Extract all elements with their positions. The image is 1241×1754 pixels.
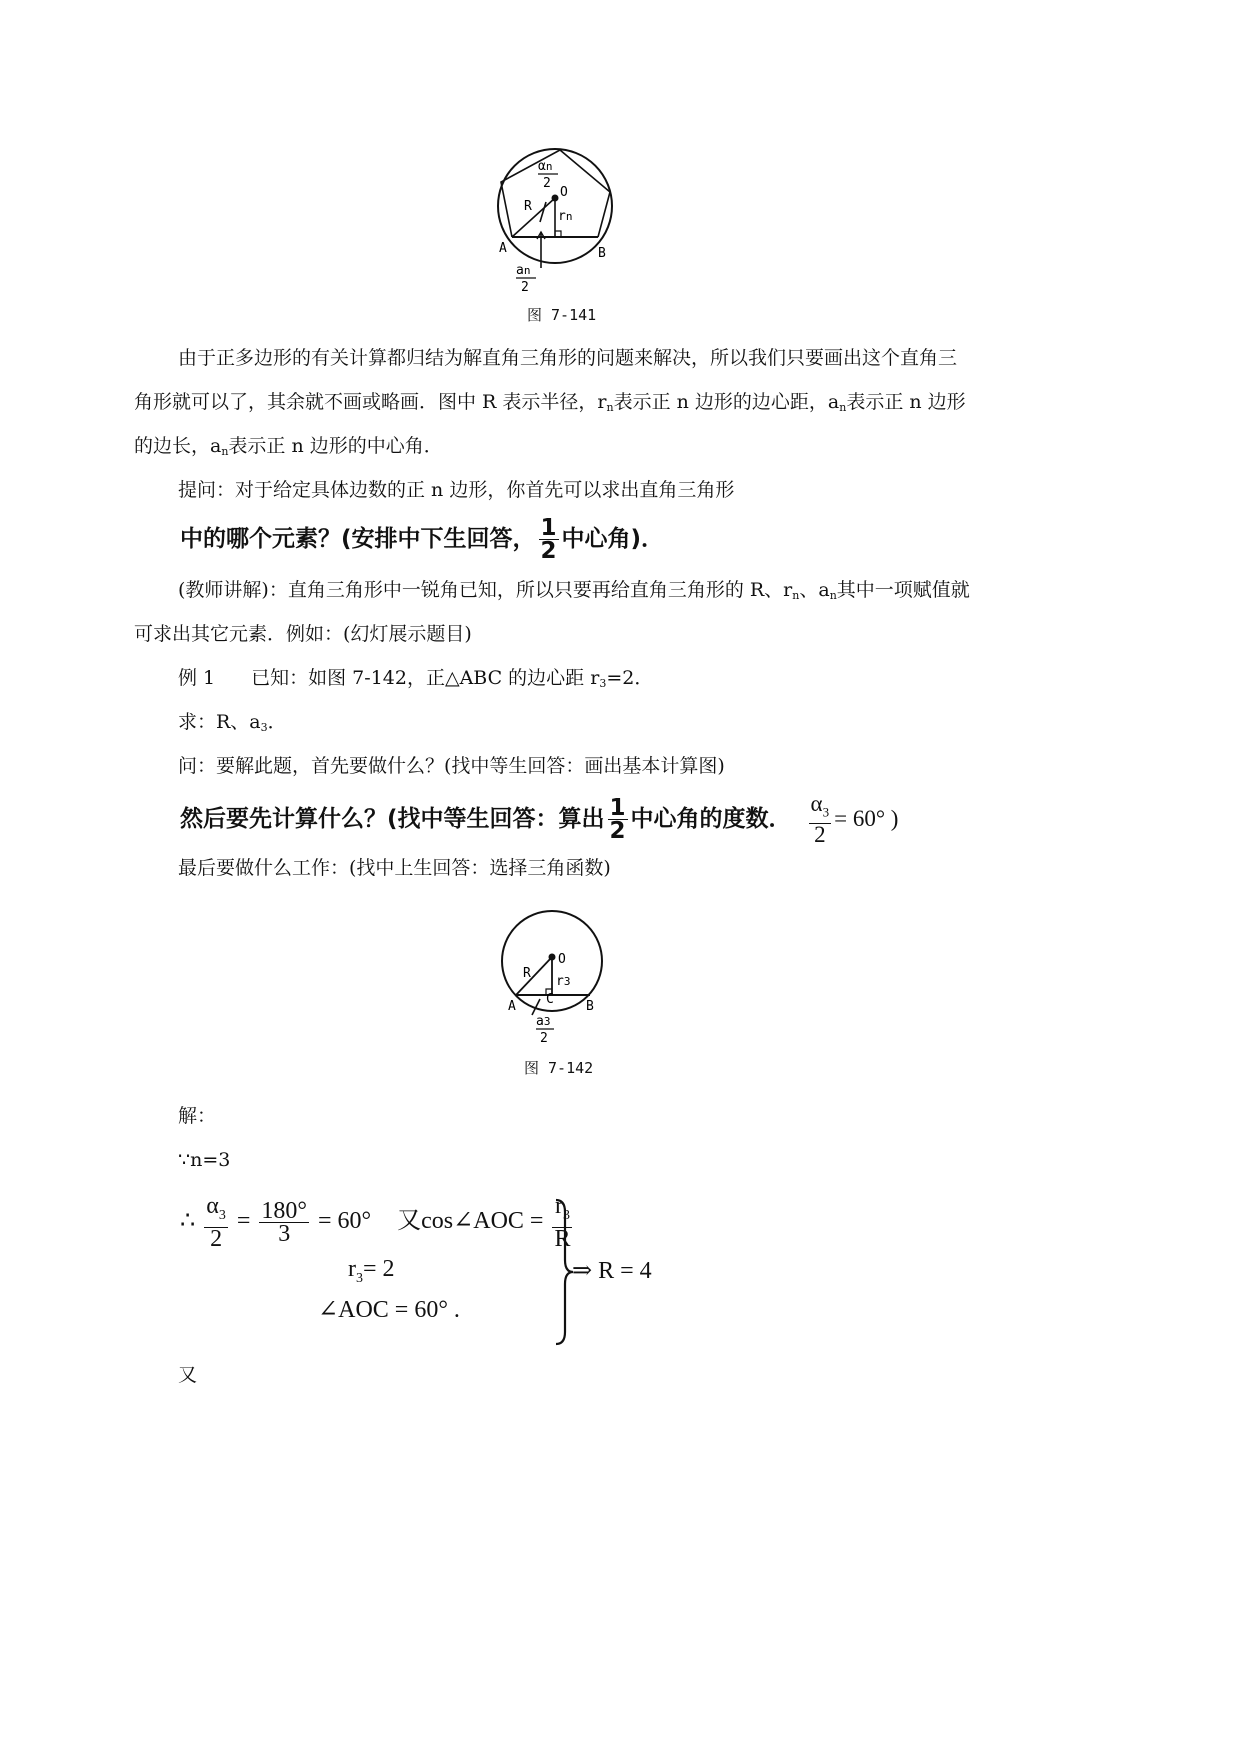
an-denominator: 2 (521, 280, 529, 295)
an-label: an (516, 263, 531, 278)
question-2: 问：要解此题，首先要做什么？(找中等生回答：画出基本计算图) (178, 755, 725, 777)
given-n3: ∵n=3 (178, 1149, 231, 1171)
alpha-label: αn (538, 159, 553, 174)
paragraph-2-line-1: (教师讲解)：直角三角形中一锐角已知，所以只要再给直角三角形的 R、$r_n$、$a_n$其中一项赋值就 (178, 579, 970, 602)
solution-line-1: ∴ $\frac{\alpha_3}{2}$ = $\frac{180^\circ}{3}$ = 60° 又cos∠AOC = $\frac{r_3}{R}$ (180, 1193, 571, 1252)
find-statement: 求：R、$a_3$． (178, 711, 287, 734)
fraction-alpha3-over-2: $\frac{\alpha_3}{2}$ (810, 790, 830, 848)
label-o: O (560, 185, 568, 200)
figure-7-141-caption: 图 7-141 (527, 306, 597, 324)
angle-pointer (540, 202, 546, 222)
label-a: A (499, 241, 507, 256)
solution-line-2: $r_3= 2$ (348, 1256, 395, 1286)
paragraph-1-line-3: 的边长，$a_n$表示正 n 边形的中心角． (134, 435, 443, 458)
figure-7-142-caption: 图 7-142 (524, 1059, 594, 1077)
figure-7-142 (490, 905, 620, 1055)
bold-question-2: 然后要先计算什么？(找中等生回答：算出 $\frac{1}{2}$ 中心角的度数． $\frac{\alpha_3}{2}$ = 60° ) (180, 790, 899, 848)
figure-7-141 (490, 140, 630, 300)
solution-line-3: ∠AOC = 60° . (318, 1297, 460, 1323)
bold-question-1: 中的哪个元素？(安排中下生回答， $\frac{1}{2}$ 中心角)． (180, 515, 665, 564)
label-b-2: B (586, 999, 594, 1014)
question-3: 最后要做什么工作：(找中上生回答：选择三角函数) (178, 857, 611, 879)
a3-label: a3 (536, 1014, 551, 1029)
trailing-you: 又 (178, 1364, 198, 1386)
label-b: B (598, 246, 606, 261)
solution-label: 解： (178, 1105, 217, 1127)
fraction-half: $\frac{1}{2}$ (540, 515, 557, 564)
center-dot (552, 195, 559, 202)
example-1: 例 1 已知：如图 7-142，正△ABC 的边心距 $r_3=2$． (178, 667, 654, 690)
center-dot-2 (549, 954, 556, 961)
fraction-half-2: $\frac{1}{2}$ (609, 795, 626, 844)
paragraph-2-line-2: 可求出其它元素．例如：(幻灯展示题目) (134, 623, 472, 645)
label-rn: rn (558, 209, 573, 224)
label-r: R (524, 199, 532, 214)
question-1: 提问：对于给定具体边数的正 n 边形，你首先可以求出直角三角形 (178, 479, 735, 501)
solution-result: ⇒ R = 4 (572, 1258, 652, 1284)
paragraph-1-line-1: 由于正多边形的有关计算都归结为解直角三角形的问题来解决，所以我们只要画出这个直角三 (178, 347, 958, 369)
label-r3: r3 (556, 974, 571, 989)
a3-denominator: 2 (540, 1031, 548, 1046)
label-c: C (546, 992, 554, 1007)
label-o-2: O (558, 952, 566, 967)
label-r-2: R (523, 966, 531, 981)
label-a-2: A (508, 999, 516, 1014)
paragraph-1-line-2: 角形就可以了，其余就不画或略画．图中 R 表示半径，$r_n$表示正 n 边形的边心距，$a_n$表示正 n 边形 (134, 391, 966, 414)
alpha-denominator: 2 (543, 176, 551, 191)
radius-line (512, 198, 555, 237)
